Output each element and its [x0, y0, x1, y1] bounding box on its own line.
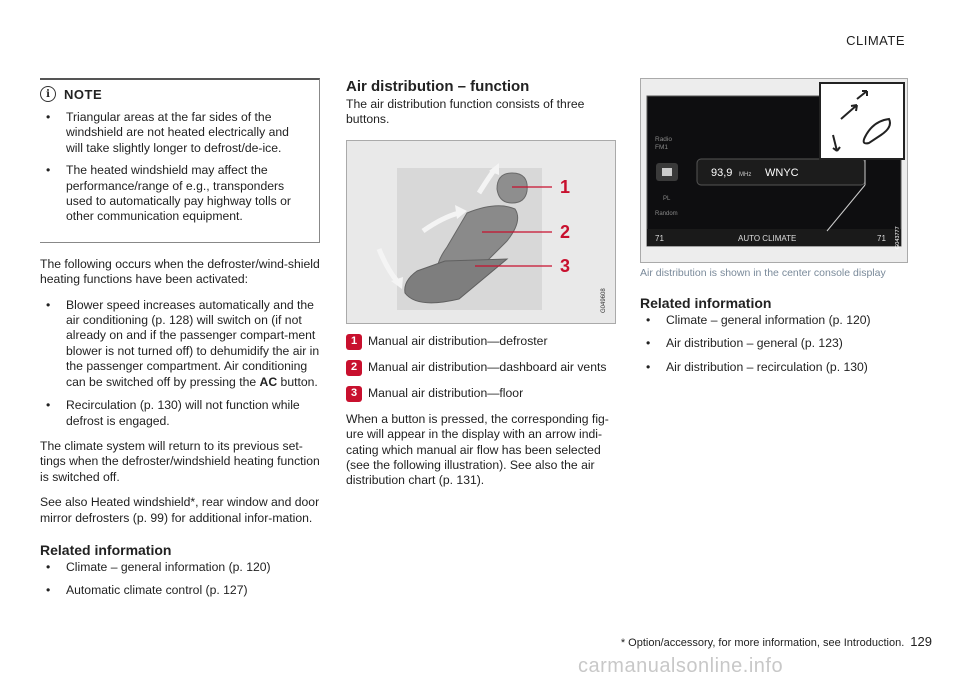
paragraph: When a button is pressed, the corresponding fig-ure will appear in the display with an arrow indi-cating which manual air flow has been selected (see the following illustration). See also the air distribution chart (p. 131). [346, 411, 609, 488]
info-icon: i [40, 86, 56, 102]
footer-note: * Option/accessory, for more information, see Introduction. [620, 637, 905, 649]
display-source-label: Radio [655, 136, 672, 143]
note-header [40, 86, 309, 102]
note-title: NOTE [64, 86, 103, 102]
note-item: • Triangular areas at the far sides of the windshield are not heated electrically and will take slightly longer to defrost/de-ice. [40, 110, 309, 156]
legend-text: Manual air distribution—dashboard air vents [368, 359, 607, 374]
bullet-text: Blower speed increases automatically and the air conditioning (p. 128) will switch on (if not already on and if the passenger compart-ment blower is not turned off) to dehumidify the air in the passenger compartment. Air conditioning can be switched off by pressing the [66, 297, 320, 389]
display-mode: AUTO CLIMATE [738, 234, 797, 243]
callout-3: 3 [560, 255, 571, 276]
column-right [640, 78, 908, 385]
figure-caption: Air distribution is shown in the center console display [640, 267, 886, 279]
display-band-label: FM1 [655, 144, 668, 151]
paragraph: See also Heated windshield*, rear window and door mirror defrosters (p. 99) for additional infor-mation. [40, 495, 320, 525]
related-title: Related information [40, 541, 172, 558]
related-title: Related information [640, 295, 772, 311]
figure-code: G043777 [895, 226, 901, 249]
legend-text: Manual air distribution—defroster [368, 333, 548, 348]
display-temp-left: 71 [655, 234, 664, 243]
list-item [40, 298, 320, 390]
intro-paragraph: The following occurs when the defroster/wind-shield heating functions have been activated: [40, 256, 320, 287]
display-figure [640, 78, 908, 263]
callout-2: 2 [560, 221, 571, 242]
callout-badge: 2 [346, 360, 362, 376]
related-link[interactable]: • Automatic climate control (p. 127) [40, 583, 320, 598]
bullet-text-end: button. [277, 374, 318, 389]
callout-badge: 3 [346, 386, 362, 402]
legend-item [346, 360, 614, 376]
watermark: carmanualsonline.info [578, 655, 784, 677]
display-pl: PL [663, 196, 671, 202]
page-footer [621, 634, 932, 649]
callout-1: 1 [560, 176, 571, 197]
note-list [40, 110, 309, 225]
paragraph: The climate system will return to its previous set-tings when the defroster/windshield heating function is switched off. [40, 438, 320, 484]
legend-item [346, 386, 614, 402]
related-list [640, 313, 908, 375]
figure-code: G049608 [601, 288, 607, 313]
related-link[interactable]: • Air distribution – recirculation (p. 130) [640, 360, 908, 375]
effects-list [40, 298, 320, 429]
seat-figure [346, 140, 616, 324]
related-link[interactable]: • Climate – general information (p. 120) [40, 560, 320, 575]
seat-illustration [347, 141, 615, 323]
ac-button-label: AC [259, 374, 278, 389]
section-title: Air distribution – function [346, 78, 530, 95]
page-number: 129 [910, 634, 932, 649]
display-frequency: 93,9 [711, 167, 733, 179]
note-box [40, 78, 320, 243]
related-link[interactable]: • Air distribution – general (p. 123) [640, 336, 908, 351]
callout-badge: 1 [346, 334, 362, 350]
display-station: WNYC [765, 167, 799, 179]
display-unit: MHz [739, 172, 752, 178]
display-random: Random [655, 211, 678, 217]
column-left [40, 78, 320, 609]
related-list [40, 560, 320, 599]
related-link[interactable]: • Climate – general information (p. 120) [640, 313, 908, 328]
column-middle [346, 78, 614, 499]
display-temp-right: 71 [877, 234, 886, 243]
intro-paragraph: The air distribution function consists of three buttons. [346, 97, 585, 127]
display-illustration [641, 79, 907, 262]
legend-text: Manual air distribution—floor [368, 385, 524, 400]
list-item: • Recirculation (p. 130) will not function while defrost is engaged. [40, 398, 320, 429]
section-header: CLIMATE [846, 33, 905, 48]
note-item: • The heated windshield may affect the performance/range of e.g., transponders used to automatically pay highway tolls or other communication equipment. [40, 163, 309, 225]
legend-item [346, 334, 614, 350]
